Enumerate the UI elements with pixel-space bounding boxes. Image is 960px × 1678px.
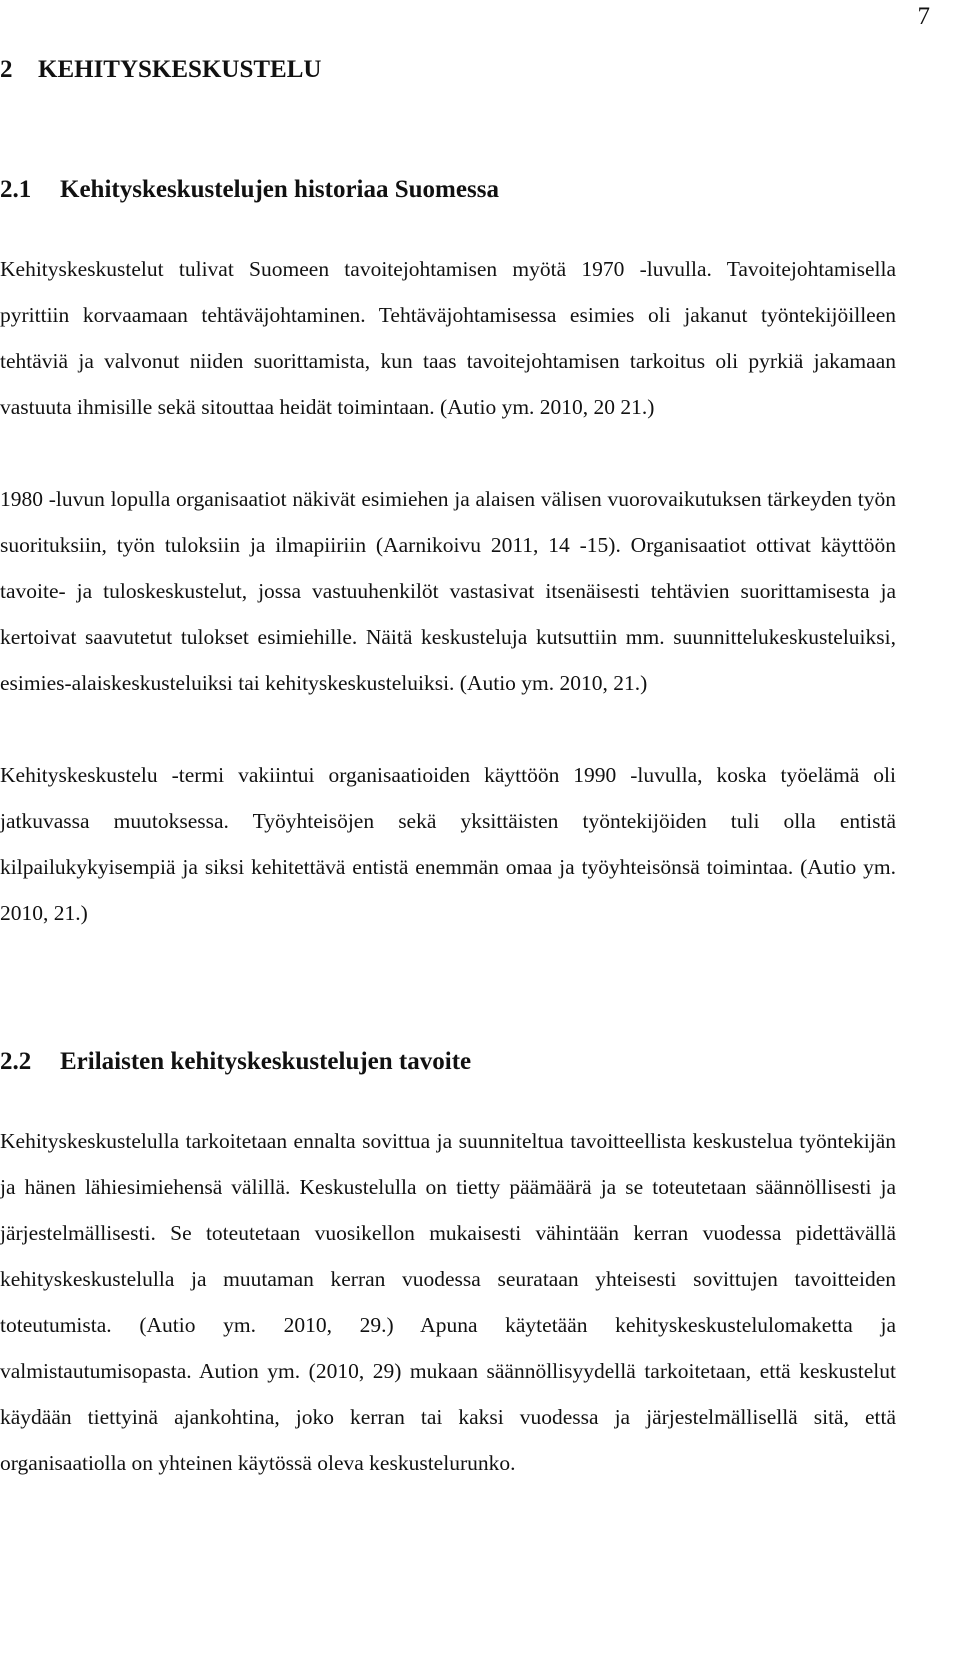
section-heading-2-2	[0, 1042, 896, 1082]
paragraph-history-3: Kehityskeskustelu -termi vakiintui organisaatioiden käyttöön 1990 -luvulla, koska työelämä oli jatkuvassa muutoksessa. Työyhteisöjen sekä yksittäisten työntekijöiden tuli olla entistä kilpailukykyisempiä ja siksi kehitettävä entistä enemmän omaa ja työyhteisönsä toimintaa. (Autio ym. 2010, 21.)	[0, 763, 896, 925]
section-title: Erilaisten kehityskeskustelujen tavoite	[60, 1048, 472, 1075]
paragraph-goal-1: Kehityskeskustelulla tarkoitetaan ennalta sovittua ja suunniteltua tavoitteellista keskustelua työntekijän ja hänen lähiesimiehensä välillä. Keskustelulla on tietty päämäärä ja se toteutetaan säännöllisesti ja järjestelmällisesti. Se toteutetaan vuosikellon mukaisesti vähintään kerran vuodessa pidettävällä kehityskeskustelulla ja muutaman kerran vuodessa seurataan yhteisesti sovittujen tavoitteiden toteutumista. (Autio ym. 2010, 29.) Apuna käytetään kehityskeskustelulomaketta ja valmistautumisopasta. Aution ym. (2010, 29) mukaan säännöllisyydellä tarkoitetaan, että keskustelut käydään tiettyinä ajankohtina, joko kerran tai kaksi vuodessa ja järjestelmällisellä sitä, että organisaatiolla on yhteinen käytössä oleva keskustelurunko.	[0, 1129, 896, 1475]
paragraph-history-2: 1980 -luvun lopulla organisaatiot näkivät esimiehen ja alaisen välisen vuorovaikutuksen tärkeyden työn suorituksiin, työn tuloksiin ja ilmapiiriin (Aarnikoivu 2011, 14 -15). Organisaatiot ottivat käyttöön tavoite- ja tuloskeskustelut, jossa vastuuhenkilöt vastasivat itsenäisesti tehtävien suorittamisesta ja kertoivat saavutetut tulokset esimiehille. Näitä keskusteluja kutsuttiin mm. suunnittelukeskusteluiksi, esimies-alaiskeskusteluiksi tai kehityskeskusteluiksi. (Autio ym. 2010, 21.)	[0, 487, 896, 695]
section-title: Kehityskeskustelujen historiaa Suomessa	[60, 176, 499, 203]
section-number: 2.2	[0, 1048, 32, 1075]
paragraph-history-1: Kehityskeskustelut tulivat Suomeen tavoitejohtamisen myötä 1970 -luvulla. Tavoitejohtamisella pyrittiin korvaamaan tehtäväjohtaminen. Tehtäväjohtamisessa esimies oli jakanut työntekijöilleen tehtäviä ja valvonut niiden suorittamista, kun taas tavoitejohtamisen tarkoitus oli pyrkiä jakamaan vastuuta ihmisille sekä sitouttaa heidät toimintaan. (Autio ym. 2010, 20 21.)	[0, 257, 896, 419]
page-content	[0, 50, 896, 1486]
chapter-title: KEHITYSKESKUSTELU	[38, 56, 322, 83]
page-number: 7	[917, 3, 930, 30]
section-heading-2-1	[0, 170, 896, 210]
section-number: 2.1	[0, 176, 32, 203]
chapter-number: 2	[0, 56, 13, 83]
chapter-heading	[0, 50, 896, 90]
